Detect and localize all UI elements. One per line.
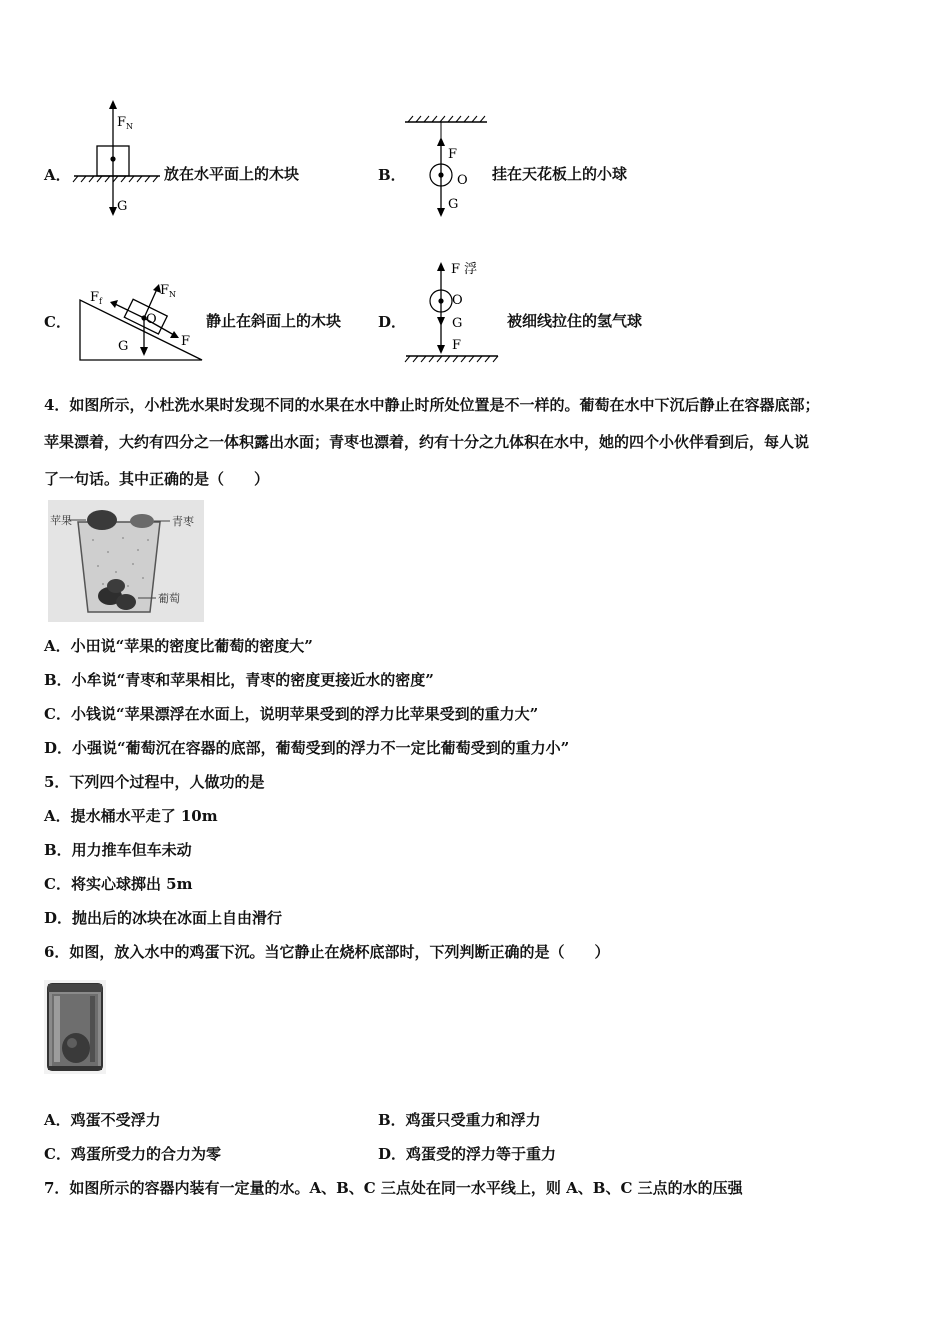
label-g: G [118,339,129,354]
option-b-caption: 挂在天花板上的小球 [492,165,628,183]
q4-stem-line2: 苹果漂着，大约有四分之一体积露出水面；青枣也漂着，约有十分之九体积在水中，她的四个小伙伴看到后，每人说 [44,433,810,451]
option-a-caption: 放在水平面上的木块 [164,165,300,183]
q6-option-d: D．鸡蛋受的浮力等于重力 [378,1145,557,1163]
diagram-hanging-ball [402,112,492,220]
diagram-balloon-on-string [402,256,502,364]
label-g: G [452,316,463,331]
q4-option-b: B．小牟说“青枣和苹果相比，青枣的密度更接近水的密度” [44,671,434,689]
q5-option-a: A．提水桶水平走了 10m [44,807,218,825]
q4-option-c: C．小钱说“苹果漂浮在水面上，说明苹果受到的浮力比苹果受到的重力大” [44,705,539,723]
label-o: O [457,173,468,188]
fig-label-jujube: 青枣 [172,515,194,528]
fig-label-grape: 葡萄 [158,592,180,605]
label-f: F [452,338,462,353]
q4-option-d: D．小强说“葡萄沉在容器的底部，葡萄受到的浮力不一定比葡萄受到的重力小” [44,739,570,757]
q4-fruit-container-photo [48,500,204,622]
q5-option-b: B．用力推车但车未动 [44,841,192,859]
option-d-caption: 被细线拉住的氢气球 [507,312,643,330]
q4-stem-line3: 了一句话。其中正确的是（ ） [44,470,270,488]
label-g: G [117,199,128,214]
q5-option-d: D．抛出后的冰块在冰面上自由滑行 [44,909,283,927]
option-c-letter: C． [44,313,71,331]
label-fn: F [160,283,170,298]
label-o: O [452,293,463,308]
label-o: O [146,312,157,327]
label-ff: F [90,290,100,305]
q4-stem-line1: 4．如图所示，小杜洗水果时发现不同的水果在水中静止时所处位置是不一样的。葡萄在水中下沉后静止在容器底部； [44,396,820,414]
q5-stem: 5．下列四个过程中，人做功的是 [44,773,265,791]
q6-stem: 6．如图，放入水中的鸡蛋下沉。当它静止在烧杯底部时，下列判断正确的是（ ） [44,943,610,961]
q4-option-a: A．小田说“苹果的密度比葡萄的密度大” [44,637,313,655]
option-c-caption: 静止在斜面上的木块 [206,312,342,330]
q7-stem: 7．如图所示的容器内装有一定量的水。A、B、C 三点处在同一水平线上，则 A、B、C 三点的水的压强 [44,1179,743,1197]
label-f: F [448,147,458,162]
diagram-block-on-surface [70,98,165,220]
label-f-float: F 浮 [451,262,478,277]
diagram-block-on-incline [70,276,206,364]
label-fn: F [117,115,127,130]
label-fn-sub: N [126,122,133,131]
label-fn-sub: N [169,290,176,299]
q6-option-b: B．鸡蛋只受重力和浮力 [378,1111,541,1129]
q6-option-c: C．鸡蛋所受力的合力为零 [44,1145,221,1163]
q5-option-c: C．将实心球掷出 5m [44,875,193,893]
label-f: F [181,334,191,349]
label-ff-sub: f [99,297,102,306]
option-d-letter: D． [378,313,407,331]
option-b-letter: B． [378,166,406,184]
q6-option-a: A．鸡蛋不受浮力 [44,1111,161,1129]
label-g: G [448,197,459,212]
option-a-letter: A． [44,166,71,184]
q6-beaker-egg-photo [44,980,106,1074]
fig-label-apple: 苹果 [50,514,72,527]
